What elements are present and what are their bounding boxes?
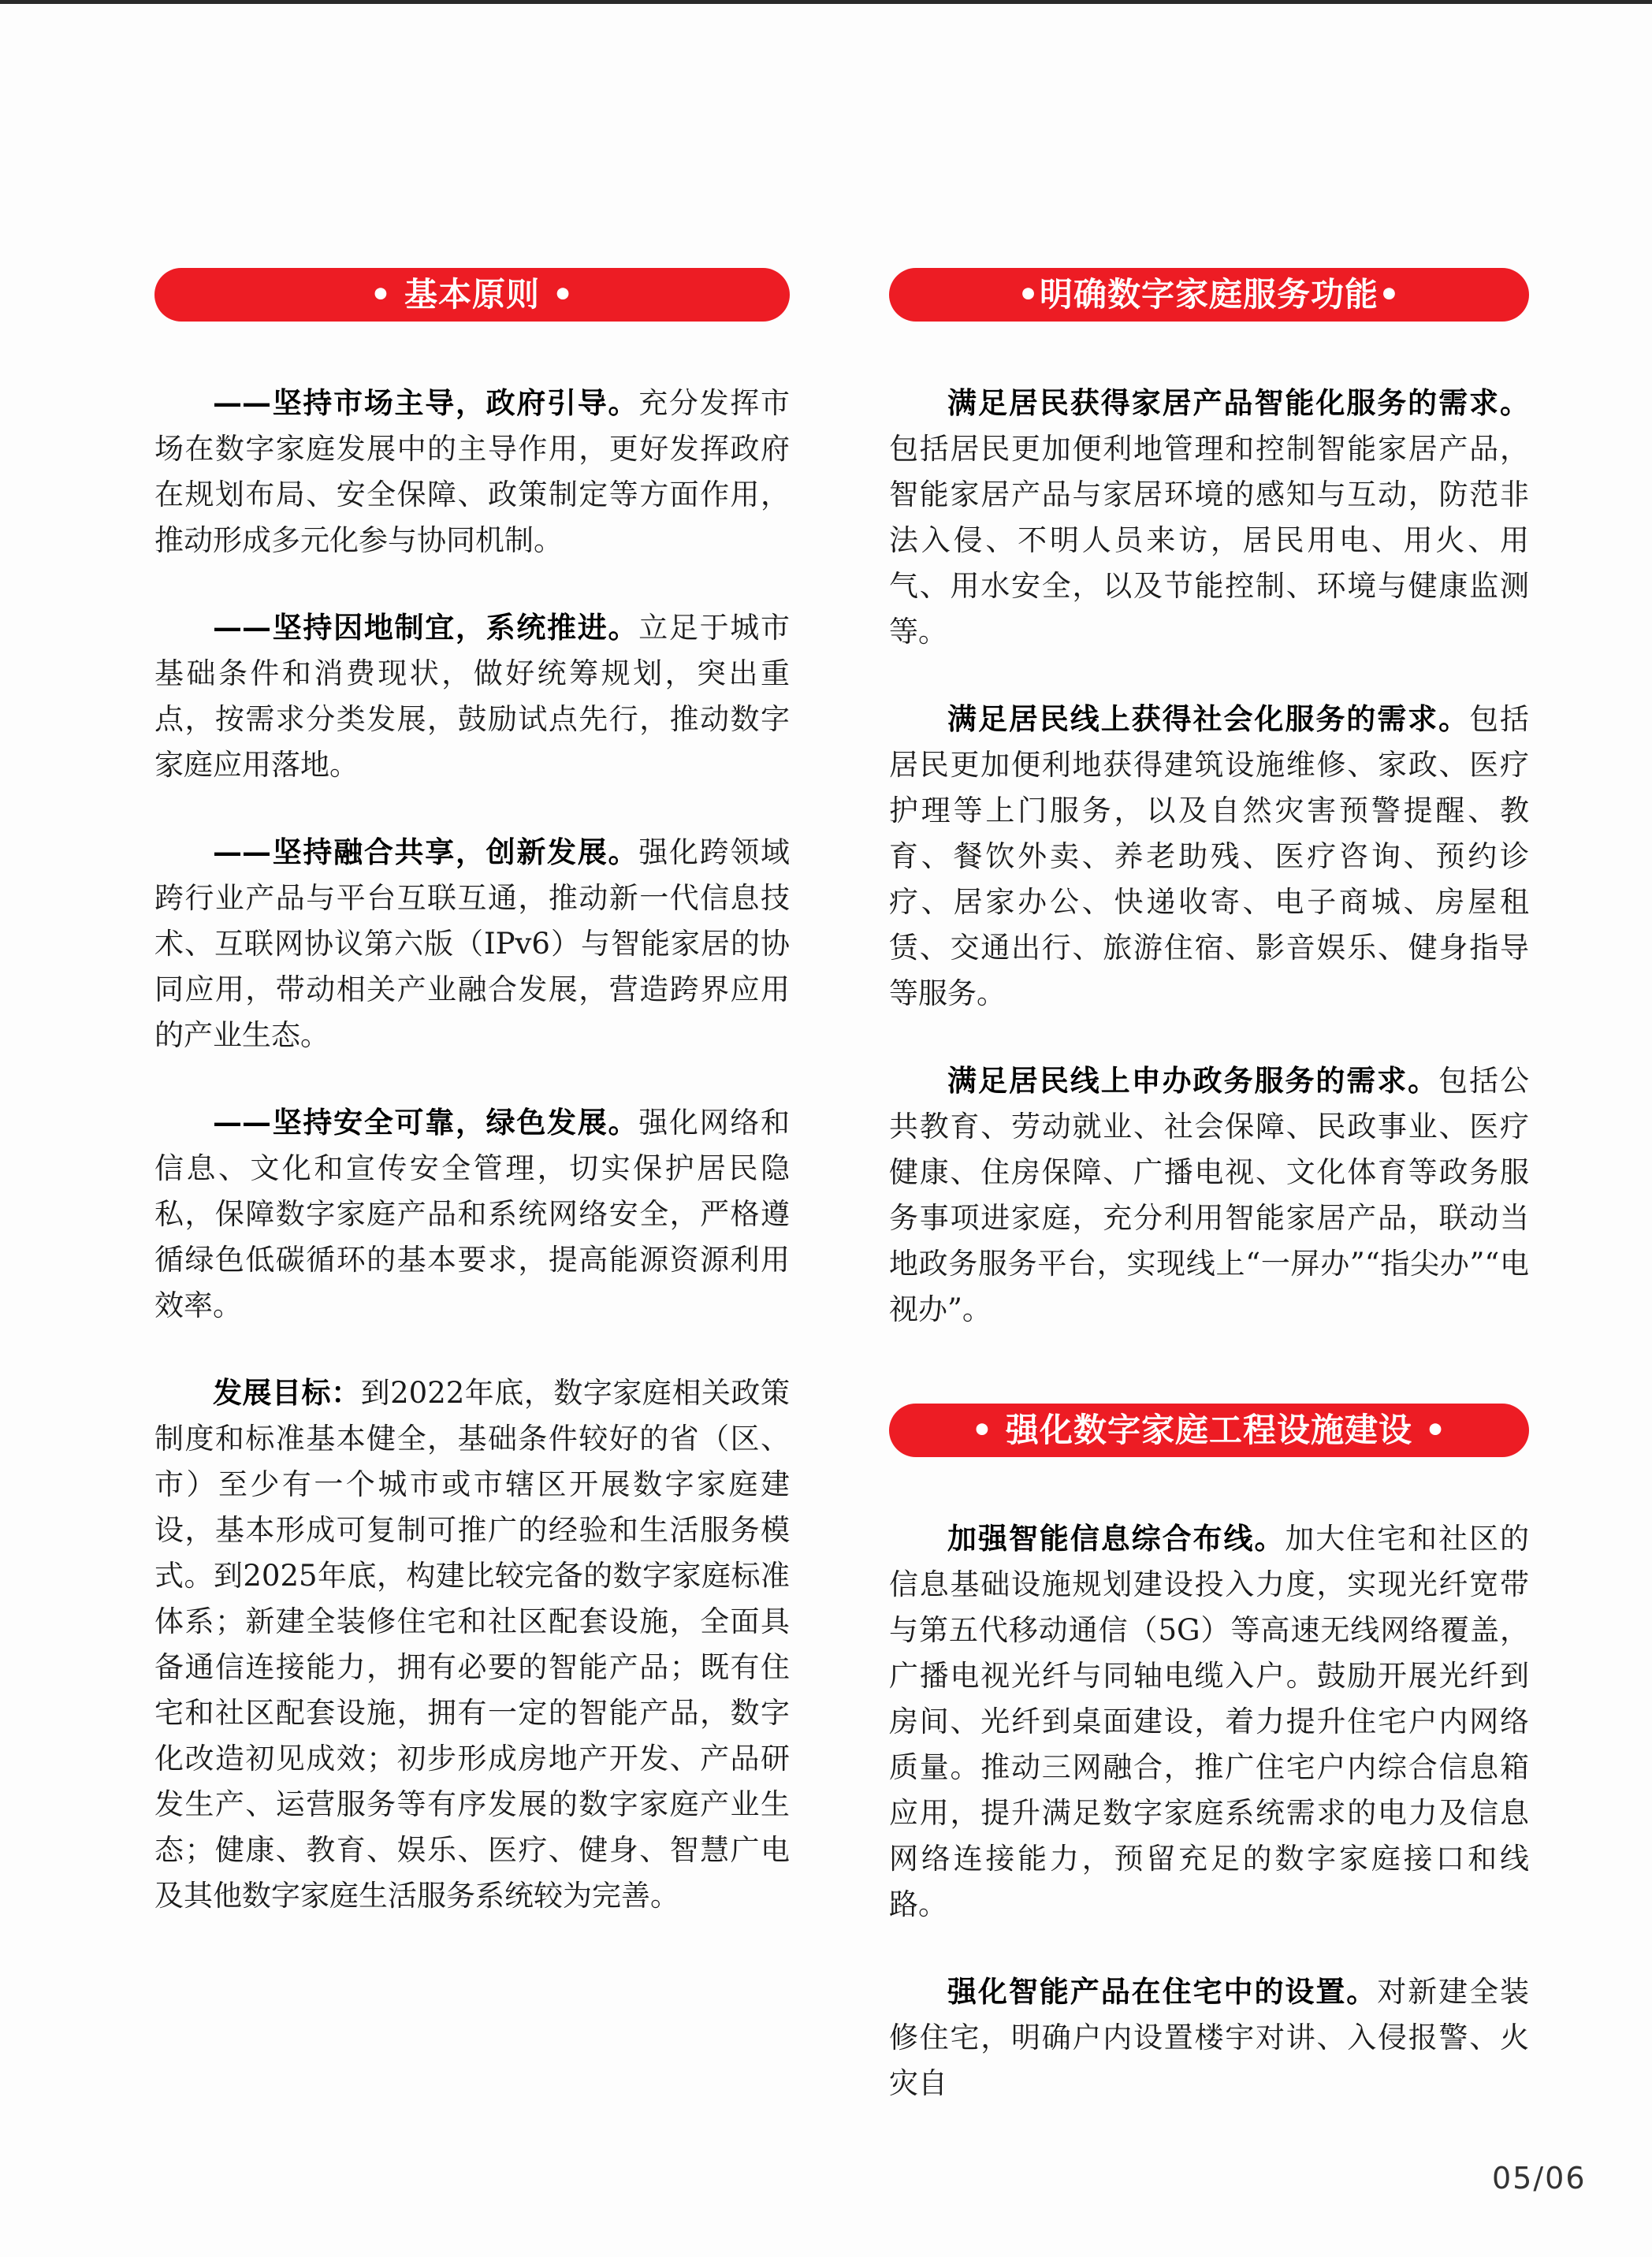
section-service-functions — [889, 268, 1529, 1333]
column-right — [889, 268, 1529, 2106]
paragraph-development-goals — [154, 1370, 790, 1919]
paragraph-lead: 发展目标： — [213, 1375, 361, 1410]
paragraph — [154, 604, 790, 788]
paragraph — [154, 380, 790, 563]
paragraph-truncated — [889, 1969, 1529, 2106]
paragraph-text: 立足于城市基础条件和消费现状，做好统筹规划，突出重点，按需求分类发展，鼓励试点先行，推动数字家庭应用落地。 — [154, 611, 791, 782]
paragraph-lead: 满足居民获得家居产品智能化服务的需求。 — [947, 385, 1529, 420]
paragraph — [889, 1515, 1529, 1928]
page-number: 05/06 — [1492, 2161, 1587, 2196]
section-infrastructure — [889, 1404, 1529, 2106]
paragraph — [154, 829, 790, 1058]
paragraph-text: 包括居民更加便利地管理和控制智能家居产品，智能家居产品与家居环境的感知与互动，防范非法入侵、不明人员来访，居民用电、用火、用气、用水安全，以及节能控制、环境与健康监测等。 — [889, 432, 1529, 649]
paragraph-text: 包括居民更加便利地获得建筑设施维修、家政、医疗护理等上门服务，以及自然灾害预警提醒、教育、餐饮外卖、养老助残、医疗咨询、预约诊疗、居家办公、快递收寄、电子商城、房屋租赁、交通出行、旅游住宿、影音娱乐、健身指导等服务。 — [889, 702, 1530, 1010]
paragraph-text: 强化跨领域跨行业产品与平台互联互通，推动新一代信息技术、互联网协议第六版（IPv6）与智能家居的协同应用，带动相关产业融合发展，营造跨界应用的产业生态。 — [154, 835, 791, 1052]
page-top-edge-line — [0, 0, 1652, 4]
paragraph — [889, 380, 1529, 655]
paragraph-lead: 强化智能产品在住宅中的设置。 — [947, 1974, 1378, 2009]
paragraph-lead: ——坚持融合共享，创新发展。 — [213, 835, 639, 869]
paragraph-text: 充分发挥市场在数字家庭发展中的主导作用，更好发挥政府在规划布局、安全保障、政策制定等方面作用，推动形成多元化参与协同机制。 — [154, 386, 791, 557]
paragraph-lead: ——坚持因地制宜，系统推进。 — [213, 610, 639, 645]
paragraph-lead: ——坚持安全可靠，绿色发展。 — [213, 1105, 639, 1140]
paragraph-lead: 加强智能信息综合布线。 — [947, 1521, 1286, 1556]
paragraph-lead: ——坚持市场主导，政府引导。 — [213, 385, 639, 420]
section-pill-basic-principles: • 基本原则 • — [154, 268, 790, 322]
paragraph-lead: 满足居民线上获得社会化服务的需求。 — [947, 701, 1470, 736]
paragraph — [154, 1099, 790, 1329]
section-pill-service-functions: •明确数字家庭服务功能• — [889, 268, 1529, 322]
paragraph — [889, 1058, 1529, 1333]
paragraph-lead: 满足居民线上申办政务服务的需求。 — [947, 1063, 1439, 1098]
paragraph-text: 包括公共教育、劳动就业、社会保障、民政事业、医疗健康、住房保障、广播电视、文化体育等政务服务事项进家庭，充分利用智能家居产品，联动当地政务服务平台，实现线上“一屏办”“指尖办”“电视办”。 — [889, 1064, 1530, 1326]
section-basic-principles — [154, 268, 790, 1919]
paragraph-text: 到2022年底，数字家庭相关政策制度和标准基本健全，基础条件较好的省（区、市）至少有一个城市或市辖区开展数字家庭建设，基本形成可复制可推广的经验和生活服务模式。到2025年底，构建比较完备的数字家庭标准体系；新建全装修住宅和社区配套设施，全面具备通信连接能力，拥有必要的智能产品；既有住宅和社区配套设施，拥有一定的智能产品，数字化改造初见成效；初步形成房地产开发、产品研发生产、运营服务等有序发展的数字家庭产业生态；健康、教育、娱乐、医疗、健身、智慧广电及其他数字家庭生活服务系统较为完善。 — [154, 1376, 791, 1913]
paragraph-text: 对新建全装修住宅，明确户内设置楼宇对讲、入侵报警、火灾自 — [889, 1975, 1530, 2100]
section-pill-infrastructure: • 强化数字家庭工程设施建设 • — [889, 1404, 1529, 1457]
paragraph — [889, 696, 1529, 1017]
paragraph-text: 强化网络和信息、文化和宣传安全管理，切实保护居民隐私，保障数字家庭产品和系统网络安全，严格遵循绿色低碳循环的基本要求，提高能源资源利用效率。 — [154, 1106, 791, 1322]
column-left — [154, 268, 790, 1919]
paragraph-text: 加大住宅和社区的信息基础设施规划建设投入力度，实现光纤宽带与第五代移动通信（5G）等高速无线网络覆盖，广播电视光纤与同轴电缆入户。鼓励开展光纤到房间、光纤到桌面建设，着力提升住宅户内网络质量。推动三网融合，推广住宅户内综合信息箱应用，提升满足数字家庭系统需求的电力及信息网络连接能力，预留充足的数字家庭接口和线路。 — [889, 1522, 1530, 1921]
